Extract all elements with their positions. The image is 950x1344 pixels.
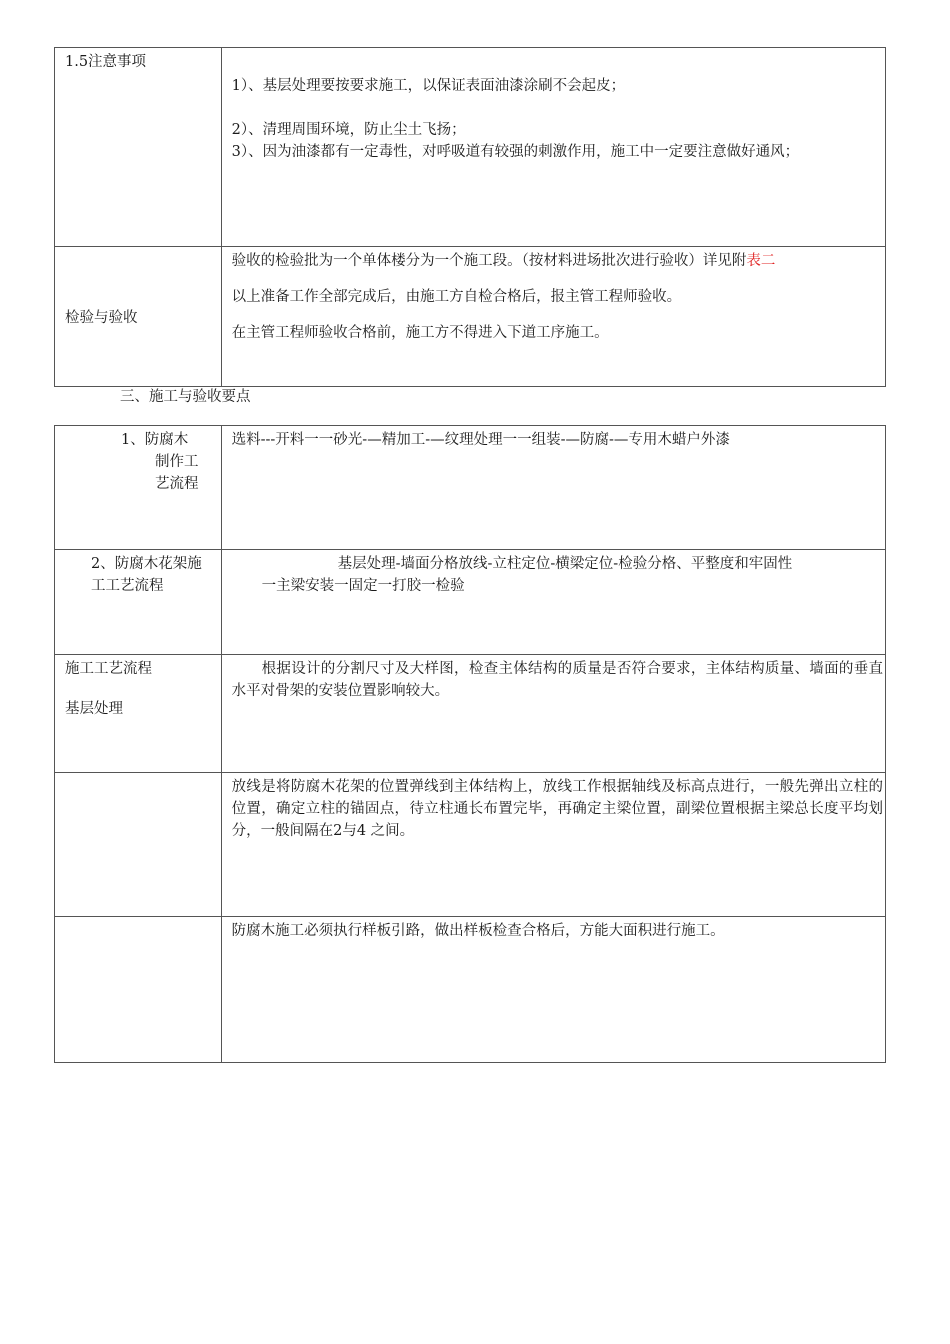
precautions-table [54, 47, 886, 387]
precaution-item-3: 3）、因为油漆都有一定毒性，对呼吸道有较强的刺激作用，施工中一定要注意做好通风； [231, 144, 800, 160]
table-row [55, 655, 886, 773]
wood-process-label-2: 制作工 [155, 454, 199, 470]
layout-content-cell [221, 773, 885, 917]
precautions-label: 1.5注意事项 [65, 54, 147, 70]
table-row [55, 917, 886, 1063]
pergola-process-content-cell [221, 550, 885, 655]
table-2-reference-link[interactable]: 表二 [746, 253, 776, 269]
construction-table [54, 425, 886, 1063]
base-treatment-content: 根据设计的分割尺寸及大样图，检查主体结构的质量是否符合要求，主体结构质量、墙面的垂直水平对骨架的安装位置影响较大。 [231, 661, 883, 699]
precautions-label-cell [55, 48, 222, 247]
sample-content-cell [221, 917, 885, 1063]
inspection-line-3: 在主管工程师验收合格前，施工方不得进入下道工序施工。 [231, 325, 609, 341]
wood-process-label-3: 艺流程 [155, 476, 199, 492]
table-row [55, 247, 886, 387]
table-row [55, 773, 886, 917]
table-row [55, 550, 886, 655]
wood-process-content-cell [221, 426, 885, 550]
section-heading: 三、施工与验收要点 [120, 389, 251, 405]
table-row [55, 426, 886, 550]
table-row [55, 48, 886, 247]
sample-label-cell [55, 917, 222, 1063]
base-treatment-label-cell [55, 655, 222, 773]
pergola-process-label-cell [55, 550, 222, 655]
wood-process-label-1: 1、防腐木 [121, 432, 189, 448]
pergola-process-label-2: 工工艺流程 [91, 578, 164, 594]
sample-content: 防腐木施工必须执行样板引路，做出样板检查合格后，方能大面积进行施工。 [231, 923, 725, 939]
base-treatment-label-2: 基层处理 [65, 701, 123, 717]
wood-process-label-cell [55, 426, 222, 550]
inspection-label: 检验与验收 [65, 310, 138, 326]
layout-label-cell [55, 773, 222, 917]
precaution-item-2: 2）、清理周围环境，防止尘土飞扬； [231, 122, 466, 138]
base-treatment-label-1: 施工工艺流程 [65, 661, 152, 677]
pergola-process-line-2: 一主梁安装一固定一打胶一检验 [261, 578, 465, 594]
inspection-label-cell [55, 247, 222, 387]
layout-content: 放线是将防腐木花架的位置弹线到主体结构上，放线工作根据轴线及标高点进行，一般先弹出立柱的位置，确定立柱的锚固点，待立柱通长布置完毕，再确定主梁位置，副梁位置根据主梁总长度平均划分，一般间隔在2与4 之间。 [231, 779, 883, 839]
inspection-line-1 [232, 250, 883, 272]
base-treatment-content-cell [221, 655, 885, 773]
inspection-line-2: 以上准备工作全部完成后，由施工方自检合格后，报主管工程师验收。 [231, 289, 682, 305]
inspection-content-cell [221, 247, 885, 387]
inspection-line-1-text: 验收的检验批为一个单体楼分为一个施工段。（按材料进场批次进行验收）详见附 [231, 253, 747, 269]
wood-process-content: 选料---开料一一砂光-—精加工-—纹理处理一一组装-—防腐-—专用木蜡户外漆 [231, 432, 730, 448]
pergola-process-line-1: 基层处理-墙面分格放线-立柱定位-横梁定位-检验分格、平整度和牢固性 [337, 556, 793, 572]
precautions-content-cell [221, 48, 885, 247]
precaution-item-1: 1）、基层处理要按要求施工，以保证表面油漆涂刷不会起皮； [231, 78, 626, 94]
pergola-process-label-1: 2、防腐木花架施 [91, 556, 202, 572]
